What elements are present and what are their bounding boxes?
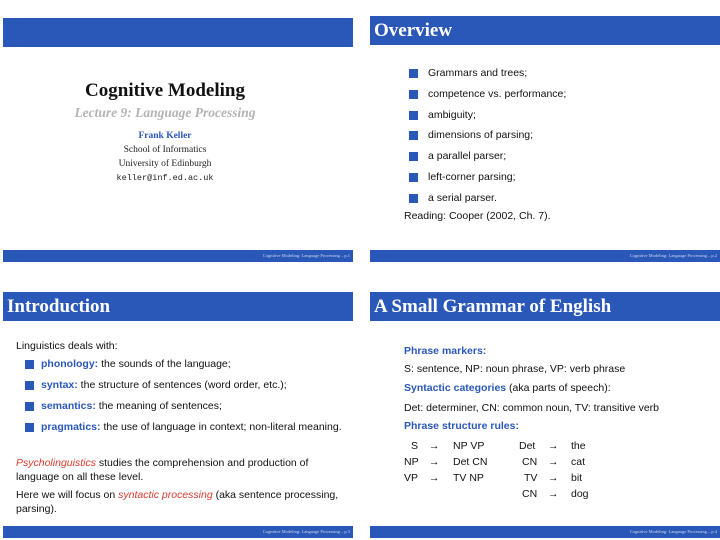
intro-lead-text: Linguistics deals with: — [16, 340, 118, 352]
bullet-square-icon — [25, 402, 34, 411]
slide-grammar: A Small Grammar of English Phrase markers: S: sentence, NP: noun phrase, VP: verb phrase Syntactic categories (aka parts of speech): Det: determiner, CN: common noun, TV: transitive verb Phrase structure rules: S → NP VP Det → the NP → Det CN CN → cat VP → TV NP TV → bit CN → dog Cognitive Modeling: Language Processing – p.4 — [367, 278, 720, 540]
list-item: syntax: the structure of sentences (word order, etc.); — [25, 379, 345, 392]
slide-header-bar — [3, 18, 353, 47]
bullet-square-icon — [25, 360, 34, 369]
slide-footer: Cognitive Modeling: Language Processing – p.2 — [370, 250, 720, 262]
list-item: pragmatics: the use of language in context; non-literal meaning. — [25, 421, 345, 434]
lecture-title: Cognitive Modeling — [85, 80, 245, 101]
slide-title-bar: Introduction — [3, 292, 353, 321]
bullet-square-icon — [25, 423, 34, 432]
list-item: Grammars and trees; — [409, 63, 566, 84]
author-email: keller@inf.ed.ac.uk — [116, 173, 214, 183]
list-item: phonology: the sounds of the language; — [25, 358, 345, 371]
phrase-structure-heading: Phrase structure rules: — [404, 420, 519, 432]
psycholinguistics-paragraph: Psycholinguistics studies the comprehension and production of language on all these level. — [16, 457, 309, 483]
linguistics-list — [25, 358, 345, 442]
slide-footer: Cognitive Modeling: Language Processing – p.3 — [3, 526, 353, 538]
bullet-square-icon — [409, 90, 418, 99]
list-item: semantics: the meaning of sentences; — [25, 400, 345, 413]
bullet-square-icon — [409, 152, 418, 161]
author-name: Frank Keller — [138, 131, 192, 141]
list-item: competence vs. performance; — [409, 84, 566, 105]
bullet-square-icon — [409, 194, 418, 203]
syntactic-categories-heading: Syntactic categories (aka parts of speech): — [404, 382, 611, 394]
slide-title — [0, 0, 353, 262]
list-item: a parallel parser; — [409, 146, 566, 167]
slide-footer: Cognitive Modeling: Language Processing – p.4 — [370, 526, 720, 538]
slide-introduction — [0, 278, 353, 540]
slide-overview — [367, 0, 720, 262]
slide-footer: Cognitive Modeling: Language Processing – p.1 — [3, 250, 353, 262]
list-item: ambiguity; — [409, 105, 566, 126]
overview-list — [409, 63, 566, 209]
lecture-subtitle: Lecture 9: Language Processing — [74, 105, 256, 120]
phrase-markers-heading: Phrase markers: — [404, 345, 487, 357]
list-item: left-corner parsing; — [409, 167, 566, 188]
list-item: a serial parser. — [409, 188, 566, 209]
reading-reference: Reading: Cooper (2002, Ch. 7). — [404, 210, 551, 222]
bullet-square-icon — [409, 111, 418, 120]
focus-paragraph: Here we will focus on syntactic processing (aka sentence processing, parsing). — [16, 489, 339, 515]
affiliation-school: School of Informatics — [123, 145, 207, 155]
bullet-square-icon — [409, 69, 418, 78]
phrase-markers-text: S: sentence, NP: noun phrase, VP: verb phrase — [404, 363, 626, 375]
list-item: dimensions of parsing; — [409, 125, 566, 146]
slide-title-bar: A Small Grammar of English — [370, 292, 720, 321]
bullet-square-icon — [409, 131, 418, 140]
categories-text: Det: determiner, CN: common noun, TV: transitive verb — [404, 402, 660, 414]
slide-title-bar: Overview — [370, 16, 720, 45]
bullet-square-icon — [409, 173, 418, 182]
affiliation-university: University of Edinburgh — [118, 159, 212, 169]
bullet-square-icon — [25, 381, 34, 390]
